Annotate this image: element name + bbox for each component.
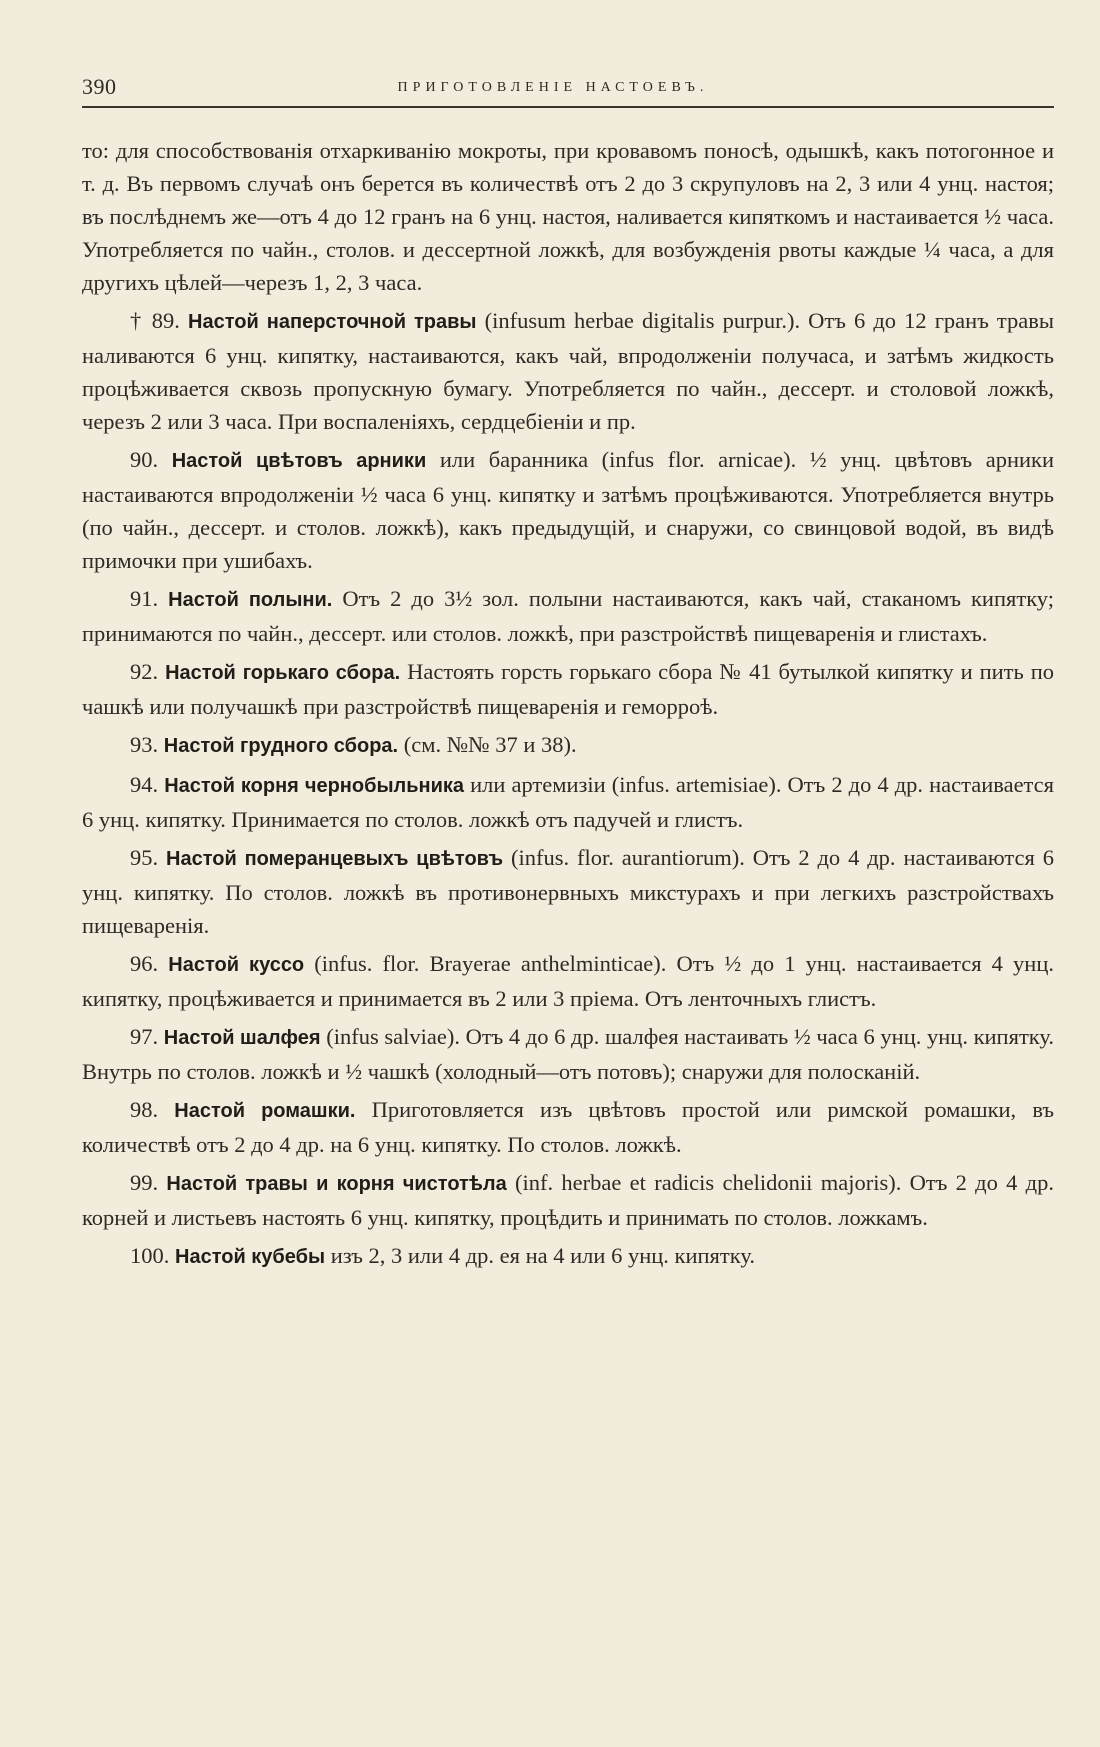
entry-text: (infusum herbae digitalis purpur.). Отъ 6 до 12 гранъ травы наливаются 6 унц. кипятку, настаиваются, какъ чай, впродолженіи получаса, и затѣмъ жидкость процѣживается сквозь пропускную бумагу. Употребляется по чайн., дессерт. и столовой ложкѣ, черезъ 2 или 3 часа. При воспаленіяхъ, сердцебіеніи и пр. xyxy=(82,308,1055,434)
intro-paragraph: то: для способствованія отхаркиванію мокроты, при кровавомъ поносѣ, одышкѣ, какъ потогонное и т. д. Въ первомъ случаѣ онъ берется въ количествѣ отъ 2 до 3 скрупуловъ на 2, 3 или 4 унц. настоя; въ послѣднемъ же—отъ 4 до 12 гранъ на 6 унц. настоя, наливается кипяткомъ и настаивается ½ часа. Употребляется по чайн., столов. и дессертной ложкѣ, для возбужденія рвоты каждые ¼ часа, а для другихъ цѣлей—черезъ 1, 2, 3 часа. xyxy=(82,138,1054,295)
entry-91 xyxy=(82,582,1054,650)
entry-title: Настой померанцевыхъ цвѣтовъ xyxy=(166,848,504,870)
entry-99 xyxy=(82,1166,1054,1234)
entry-text: или артемизіи (infus. artemisiae). Отъ 2 до 4 др. настаивается 6 унц. кипятку. Принимается по столов. ложкѣ отъ падучей и глистъ. xyxy=(82,772,1054,832)
entry-number: 99. xyxy=(130,1170,159,1195)
page-number: 390 xyxy=(82,74,117,99)
entry-number: 92. xyxy=(130,659,159,684)
entry-89 xyxy=(82,304,1054,438)
entry-title: Настой грудного сбора. xyxy=(163,735,399,757)
entry-text: Отъ 2 до 3½ зол. полыни настаиваются, какъ чай, стаканомъ кипятку; принимаются по чайн., дессерт. или столов. ложкѣ, при разстройствѣ пищеваренія и глистахъ. xyxy=(82,586,1055,646)
entry-97 xyxy=(82,1020,1054,1088)
entry-title: Настой шалфея xyxy=(163,1027,321,1049)
entry-94 xyxy=(82,768,1054,836)
entry-number: 97. xyxy=(130,1024,159,1049)
book-page xyxy=(82,70,1054,1279)
entry-number: 93. xyxy=(130,732,159,757)
entry-96 xyxy=(82,947,1054,1015)
entry-title: Настой корня чернобыльника xyxy=(164,775,465,797)
entry-title: Настой куссо xyxy=(168,954,305,976)
entry-93 xyxy=(82,728,1054,763)
entry-title: Настой цвѣтовъ арники xyxy=(171,450,427,472)
entry-title: Настой травы и корня чистотѣла xyxy=(166,1173,507,1195)
entry-text: Приготовляется изъ цвѣтовъ простой или римской ромашки, въ количествѣ отъ 2 до 4 др. на 6 унц. кипятку. По столов. ложкѣ. xyxy=(82,1097,1055,1157)
entry-92 xyxy=(82,655,1054,723)
entry-title: Настой полыни. xyxy=(168,589,333,611)
entry-text: Настоять горсть горькаго сбора № 41 бутылкой кипятку и пить по чашкѣ или получашкѣ при разстройствѣ пищеваренія и геморроѣ. xyxy=(82,659,1055,719)
entry-95 xyxy=(82,841,1054,942)
entry-text: (infus. flor. Brayerae anthelminticae). Отъ ½ до 1 унц. настаивается 4 унц. кипятку, процѣживается и принимается въ 2 или 3 пріема. Отъ ленточныхъ глистъ. xyxy=(82,951,1055,1011)
entry-number: 91. xyxy=(130,586,159,611)
entry-100 xyxy=(82,1239,1054,1274)
entry-number: 90. xyxy=(130,447,159,472)
entry-text: (см. №№ 37 и 38). xyxy=(403,732,577,757)
entry-text: изъ 2, 3 или 4 др. ея на 4 или 6 унц. кипятку. xyxy=(330,1243,755,1268)
entry-title: Настой ромашки. xyxy=(174,1100,356,1122)
entry-number: 94. xyxy=(130,772,159,797)
entry-number: 96. xyxy=(130,951,159,976)
entry-text: (infus. flor. aurantiorum). Отъ 2 до 4 др. настаиваются 6 унц. кипятку. По столов. ложкѣ въ противонервныхъ микстурахъ и при легкихъ разстройствахъ пищеваренія. xyxy=(82,845,1055,938)
entry-number: 95. xyxy=(130,845,159,870)
page-body xyxy=(82,134,1054,1274)
entry-text: или баранника (infus flor. arnicae). ½ унц. цвѣтовъ арники настаиваются впродолженіи ½ часа 6 унц. кипятку и затѣмъ процѣживаются. Употребляется внутрь (по чайн., дессерт. и столов. ложкѣ), какъ предыдущій, и снаружи, со свинцовой водой, въ видѣ примочки при ушибахъ. xyxy=(82,447,1054,573)
entry-title: Настой наперсточной травы xyxy=(188,311,477,333)
entry-number: † 89. xyxy=(130,308,180,333)
running-title: ПРИГОТОВЛЕНІЕ НАСТОЕВЪ. xyxy=(397,80,709,95)
entry-title: Настой кубебы xyxy=(175,1246,326,1268)
entry-number: 98. xyxy=(130,1097,159,1122)
entry-text: (infus salviae). Отъ 4 до 6 др. шалфея настаивать ½ часа 6 унц. унц. кипятку. Внутрь по столов. ложкѣ и ½ чашкѣ (холодный—отъ потовъ); снаружи для полосканій. xyxy=(82,1024,1055,1084)
entry-number: 100. xyxy=(130,1243,170,1268)
entry-98 xyxy=(82,1093,1054,1161)
entry-90 xyxy=(82,443,1054,577)
page-header xyxy=(82,70,1054,108)
entry-title: Настой горькаго сбора. xyxy=(165,662,401,684)
entry-text: (inf. herbae et radicis chelidonii majoris). Отъ 2 до 4 др. корней и листьевъ настоять 6 унц. кипятку, процѣдить и принимать по столов. ложкамъ. xyxy=(82,1170,1055,1230)
